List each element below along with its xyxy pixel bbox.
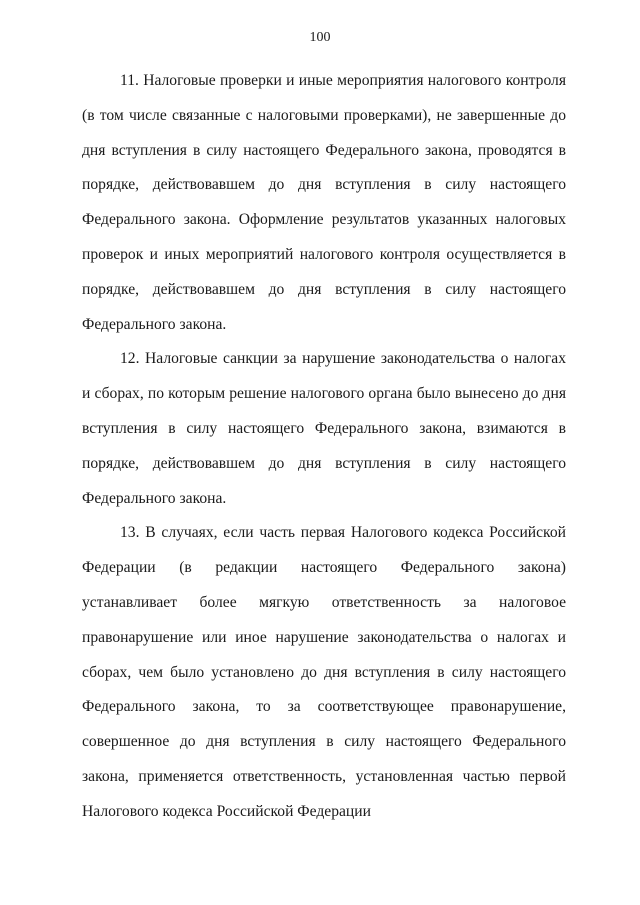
document-body	[82, 64, 566, 830]
page-number: 100	[309, 30, 331, 45]
paragraph-12: 12. Налоговые санкции за нарушение законодательства о налогах и сборах, по которым решение налогового органа было вынесено до дня вступления в силу настоящего Федерального закона, взимаются в порядке, действовавшем до дня вступления в силу настоящего Федерального закона.	[82, 350, 566, 507]
paragraph-11: 11. Налоговые проверки и иные мероприятия налогового контроля (в том числе связанные с налоговыми проверками), не завершенные до дня вступления в силу настоящего Федерального закона, проводятся в порядке, действовавшем до дня вступления в силу настоящего Федерального закона. Оформление результатов указанных налоговых проверок и иных мероприятий налогового контроля осуществляется в порядке, действовавшем до дня вступления в силу настоящего Федерального закона.	[82, 72, 566, 333]
paragraph-13: 13. В случаях, если часть первая Налогового кодекса Российской Федерации (в редакции настоящего Федерального закона) устанавливает более мягкую ответственность за налоговое правонарушение или иное нарушение законодательства о налогах и сборах, чем было установлено до дня вступления в силу настоящего Федерального закона, то за соответствующее правонарушение, совершенное до дня вступления в силу настоящего Федерального закона, применяется ответственность, установленная частью первой Налогового кодекса Российской Федерации	[82, 524, 566, 820]
